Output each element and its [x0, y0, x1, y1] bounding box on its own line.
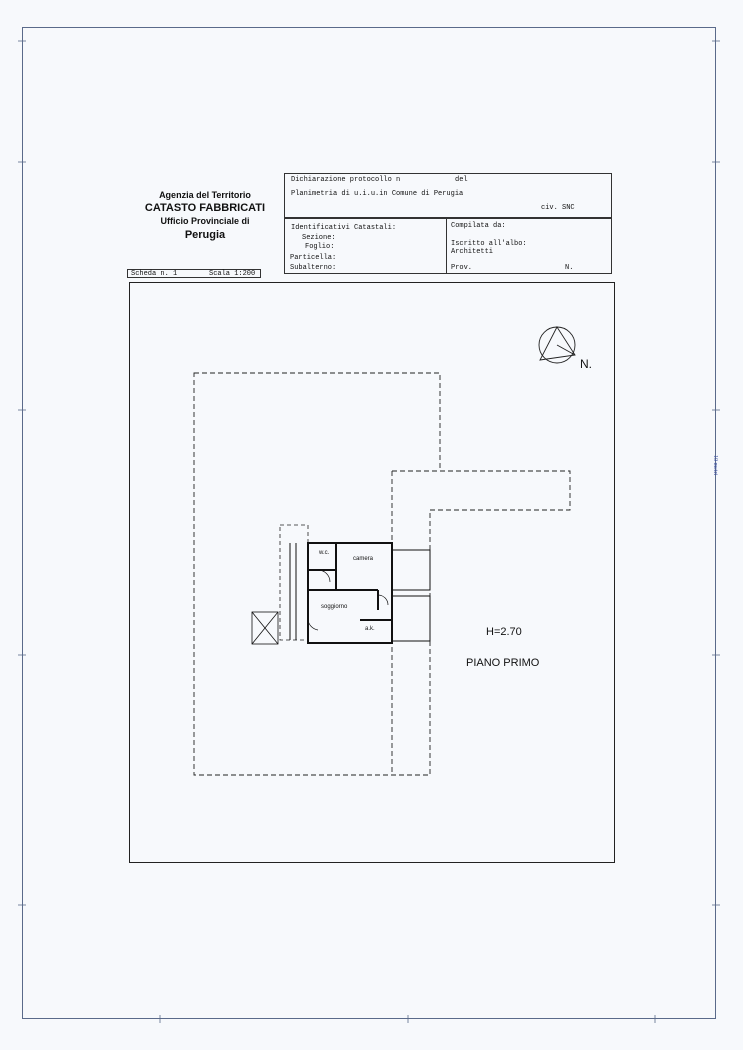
scheda-label: Scheda n. 1 — [131, 270, 178, 278]
frame-ticks — [18, 41, 720, 1023]
north-arrow-icon — [539, 327, 575, 363]
office-city: Perugia — [184, 229, 226, 241]
agency-name: Agenzia del Territorio — [159, 190, 251, 200]
room-wc: w.c. — [319, 550, 330, 556]
civ-label: civ. SNC — [541, 204, 575, 212]
del-label: del — [455, 176, 468, 184]
prov-label: Prov. — [451, 264, 473, 272]
building-outline-dashed — [194, 373, 570, 775]
room-ak: a.k. — [365, 626, 375, 632]
north-label: N. — [580, 357, 592, 371]
room-soggiorno: soggiorno — [321, 604, 348, 610]
room-camera: camera — [353, 556, 374, 562]
prov-number-label: N. — [565, 264, 574, 272]
height-label: H=2.70 — [486, 626, 522, 638]
office-label: Ufficio Provinciale di — [160, 216, 250, 226]
albo-value: Architetti — [451, 248, 494, 256]
particella-label: Particella: — [290, 254, 337, 262]
compilata-label: Compilata da: — [451, 222, 506, 230]
identificativi-label: Identificativi Catastali: — [291, 224, 397, 232]
iscritto-label: Iscritto all'albo: — [451, 240, 527, 248]
catasto-title: CATASTO FABBRICATI — [144, 202, 266, 214]
sezione-label: Sezione: — [302, 234, 336, 242]
foglio-label: Foglio: — [305, 243, 335, 251]
inner-outline-dashed — [392, 471, 440, 775]
apartment-walls — [308, 543, 392, 643]
planimetria-label: Planimetria di u.i.u.in Comune di Perugia — [291, 190, 464, 198]
scala-label: Scala 1:200 — [209, 270, 256, 278]
dichiarazione-label: Dichiarazione protocollo n — [291, 176, 401, 184]
stair-outline-dashed — [280, 525, 308, 640]
stair-block — [252, 612, 278, 644]
subalterno-label: Subalterno: — [290, 264, 337, 272]
margin-scale-note: 10 metri — [712, 455, 718, 476]
floor-label: PIANO PRIMO — [466, 657, 540, 669]
